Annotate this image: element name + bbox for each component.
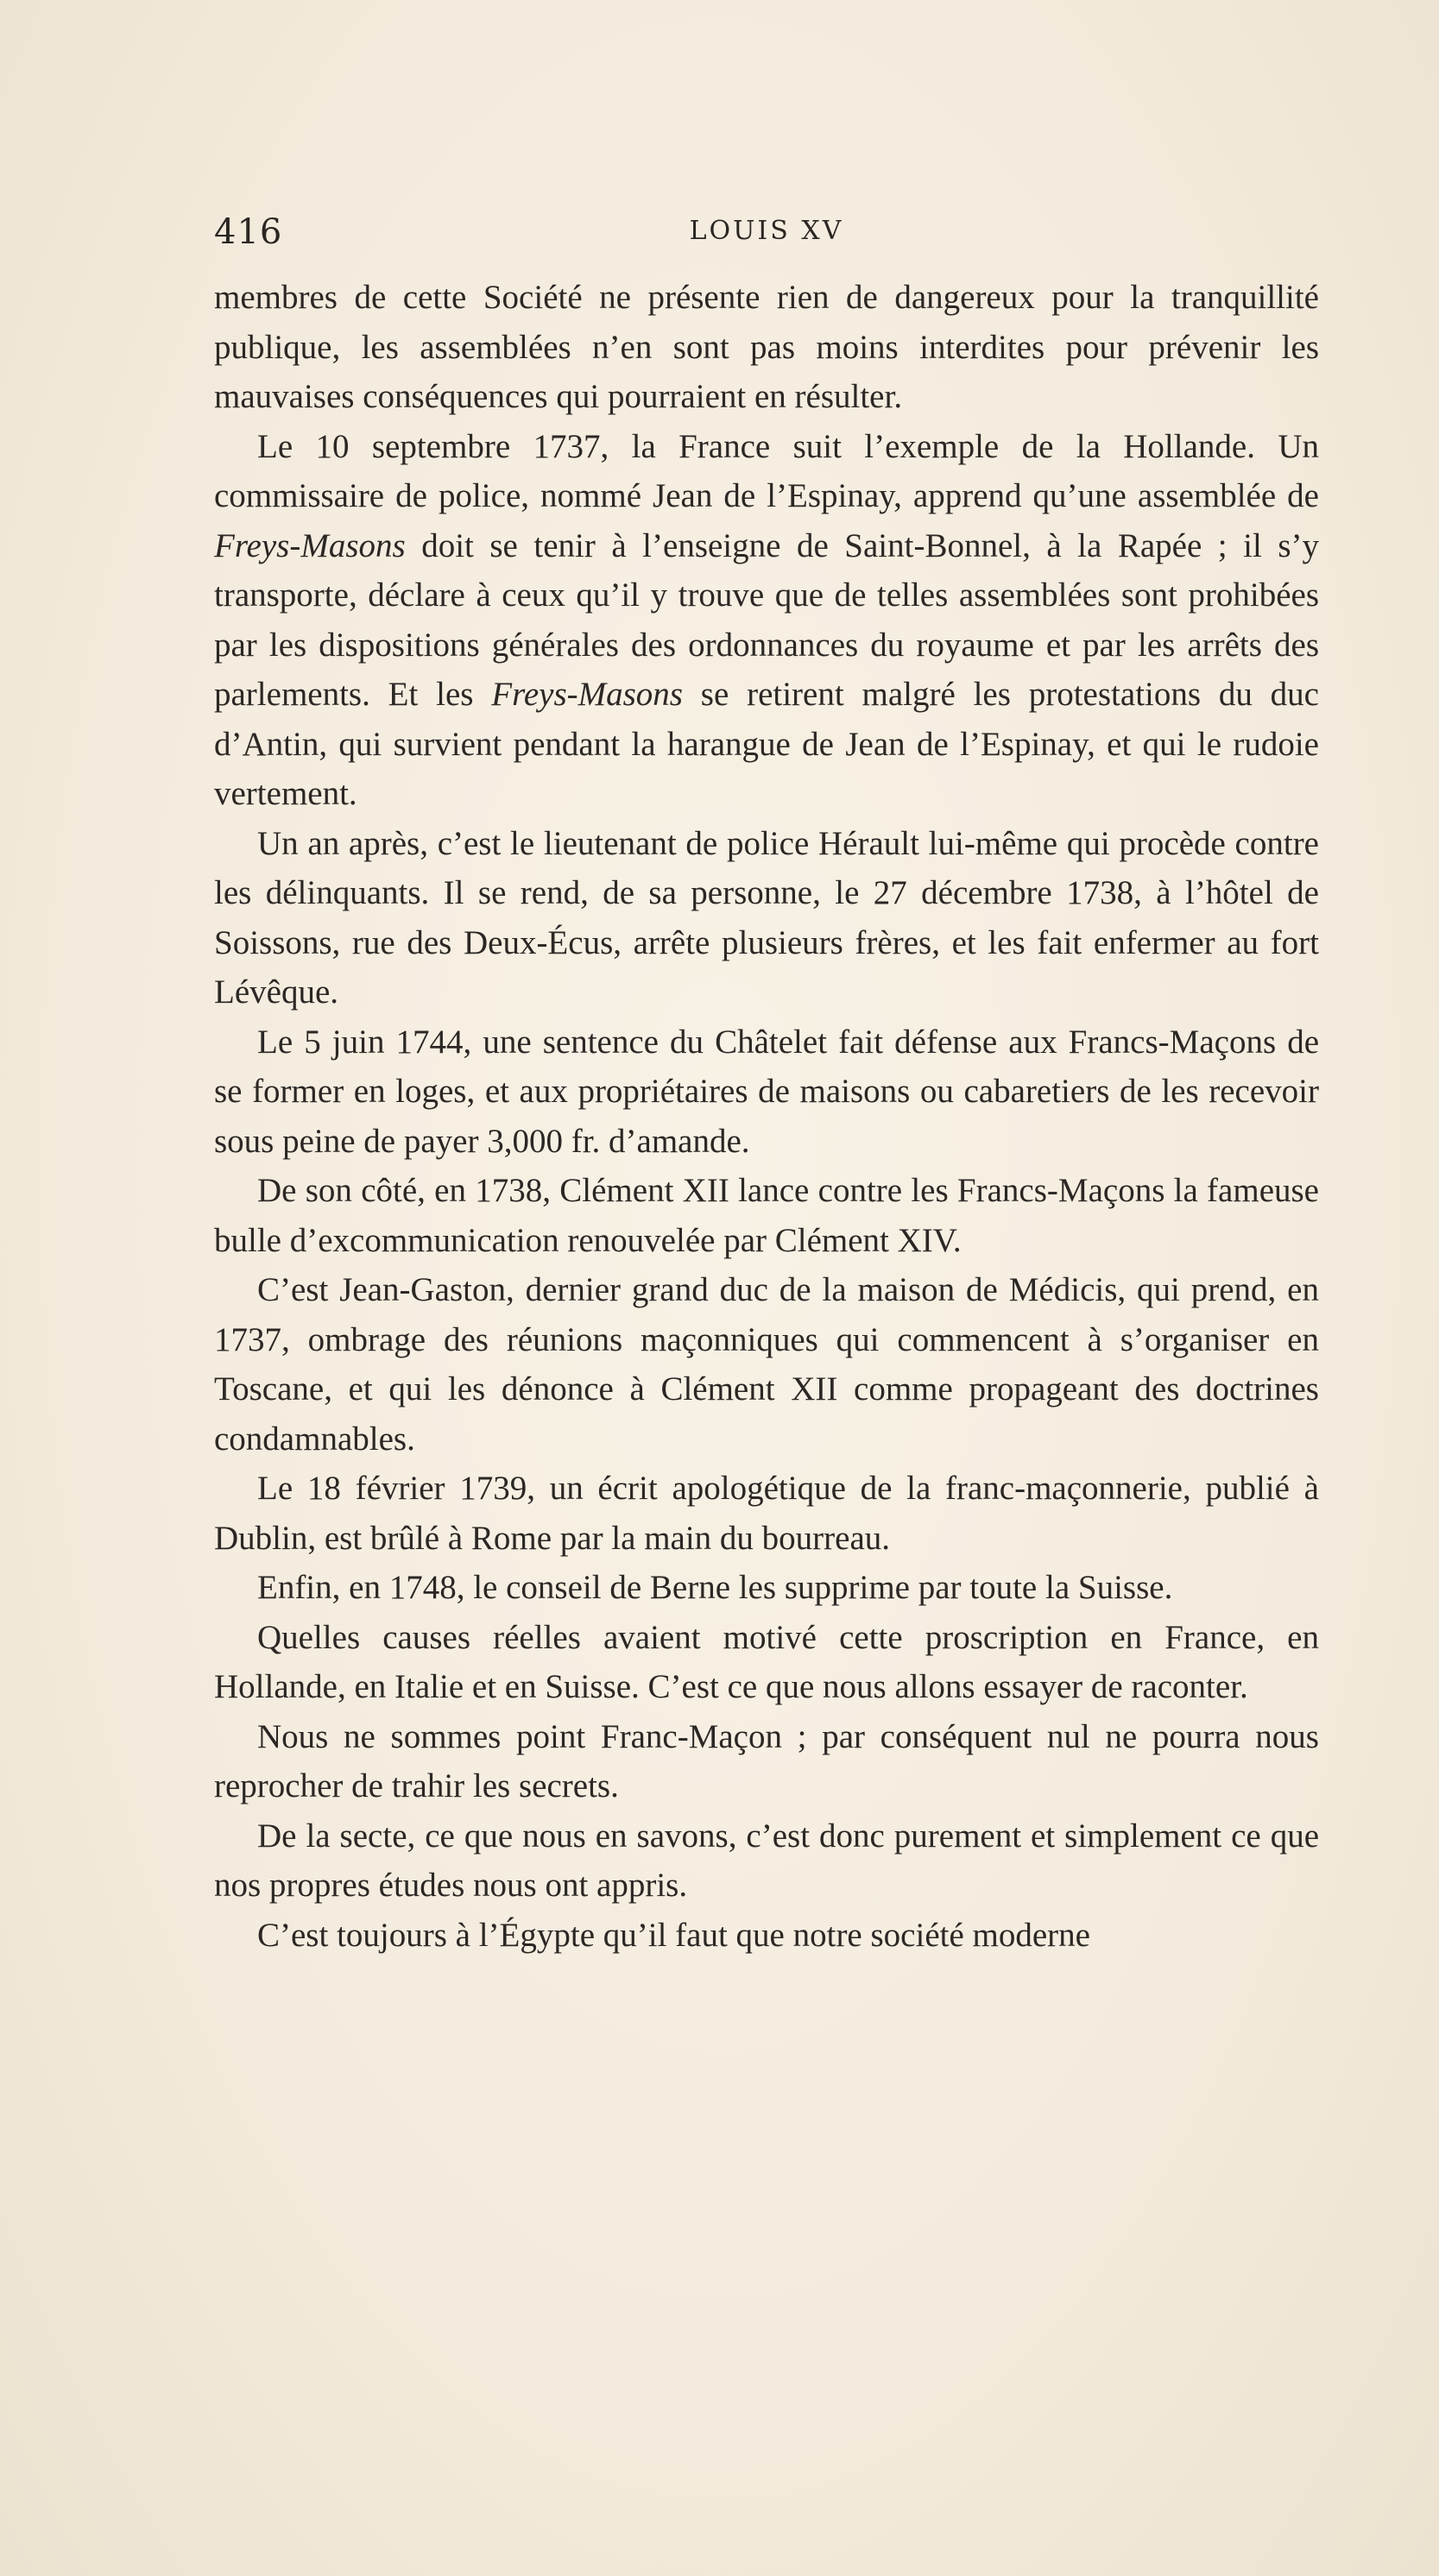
page-number: 416 bbox=[214, 212, 283, 252]
paragraph: Un an après, c’est le lieutenant de police Hérault lui-même qui procède contre les délinquants. Il se rend, de sa personne, le 27 décembre 1738, à l’hôtel de Soissons, rue des Deux-Écus, arrête plusieurs frères, et les fait enfermer au fort Lévêque. bbox=[214, 824, 1319, 1011]
paragraph-text: doit se tenir à l’enseigne de Saint-Bonnel, à la Rapée ; il s’y transporte, déclare à ceux qu’il y trouve que de telles assemblées sont prohibées par les dispositions générales des ordonnances du royaume et par les arrêts des parlements. Et les bbox=[214, 526, 1319, 713]
paragraph: Le 18 février 1739, un écrit apologétique de la franc-maçonnerie, publié à Dublin, est brûlé à Rome par la main du bourreau. bbox=[214, 1470, 1319, 1557]
paragraph: Enfin, en 1748, le conseil de Berne les supprime par toute la Suisse. bbox=[257, 1569, 1173, 1606]
paragraph: C’est Jean-Gaston, dernier grand duc de la maison de Médicis, qui prend, en 1737, ombrage des réunions maçonniques qui commencent à s’organiser en Toscane, et qui les dénonce à Clément XII comme propageant des doctrines condamnables. bbox=[214, 1271, 1319, 1458]
paragraph: Le 5 juin 1744, une sentence du Châtelet fait défense aux Francs-Maçons de se former en loges, et aux propriétaires de maisons ou cabaretiers de les recevoir sous peine de payer 3,000 fr. d’amande. bbox=[214, 1023, 1319, 1160]
paragraph bbox=[214, 422, 1319, 819]
italic-term: Freys-Masons bbox=[214, 526, 406, 564]
paragraph: membres de cette Société ne présente rien de dangereux pour la tranquillité publique, les assemblées n’en sont pas moins interdites pour prévenir les mauvaises conséquences qui pourraient en résulter. bbox=[214, 279, 1319, 415]
paragraph-text: se retirent malgré les protestations du duc d’Antin, qui survient pendant la harangue de Jean de l’Espinay, et qui le rudoie vertement. bbox=[214, 676, 1319, 812]
paragraph: C’est toujours à l’Égypte qu’il faut que notre société moderne bbox=[257, 1916, 1090, 1954]
body-text bbox=[214, 273, 1319, 1960]
italic-term: Freys-Masons bbox=[491, 676, 683, 713]
page-header bbox=[214, 212, 1319, 257]
paragraph-text: Le 10 septembre 1737, la France suit l’exemple de la Hollande. Un commissaire de police, nommé Jean de l’Espinay, apprend qu’une assemblée de bbox=[214, 427, 1319, 514]
running-title: LOUIS XV bbox=[689, 216, 844, 246]
paragraph: Quelles causes réelles avaient motivé cette proscription en France, en Hollande, en Italie et en Suisse. C’est ce que nous allons essayer de raconter. bbox=[214, 1618, 1319, 1705]
paragraph: De son côté, en 1738, Clément XII lance contre les Francs-Maçons la fameuse bulle d’excommunication renouvelée par Clément XIV. bbox=[214, 1172, 1319, 1259]
paragraph: De la secte, ce que nous en savons, c’est donc purement et simplement ce que nos propres études nous ont appris. bbox=[214, 1817, 1319, 1904]
paragraph: Nous ne sommes point Franc-Maçon ; par conséquent nul ne pourra nous reprocher de trahir les secrets. bbox=[214, 1717, 1319, 1804]
